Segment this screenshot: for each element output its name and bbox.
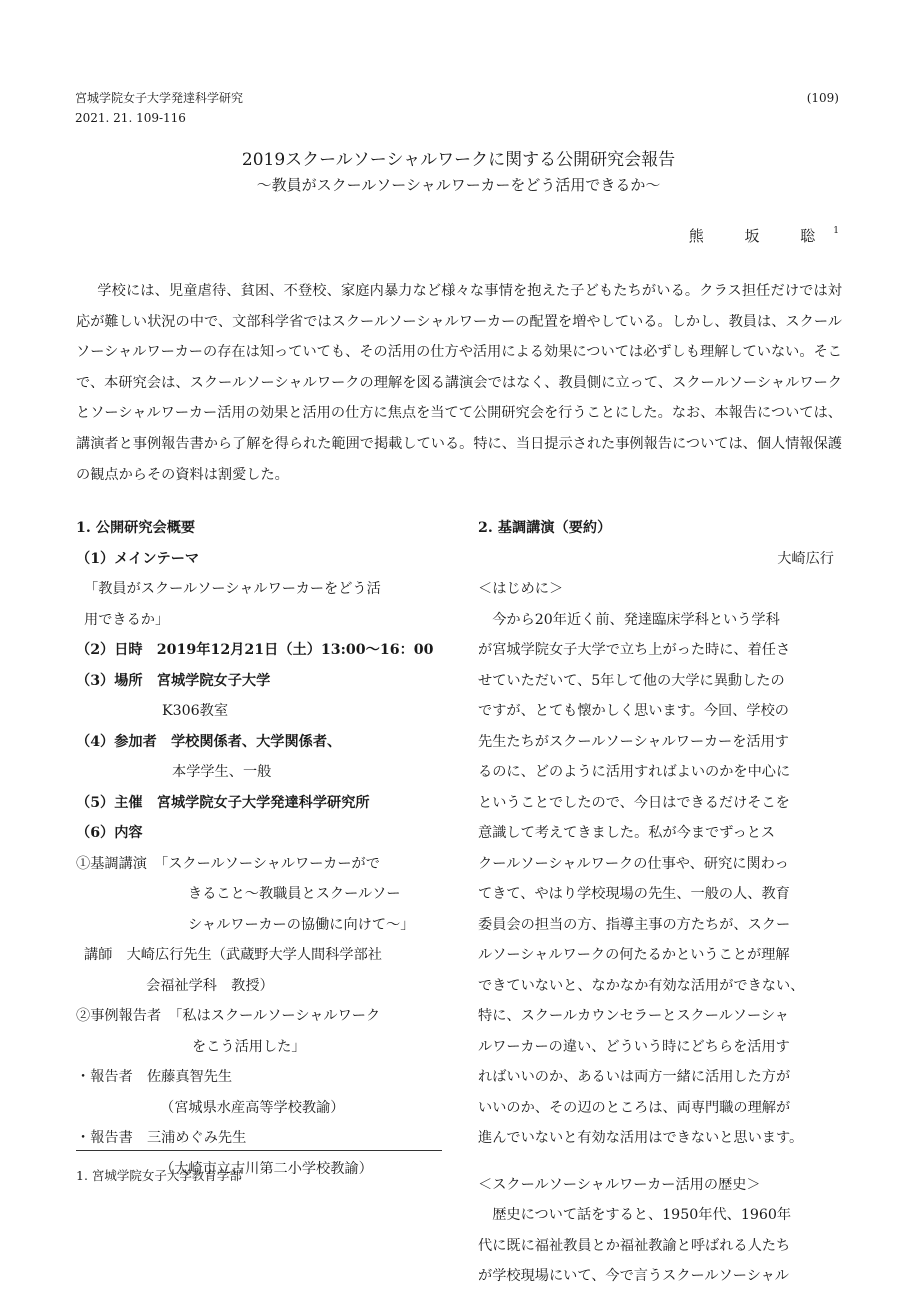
body-line: ルソーシャルワークの何たるかということが理解 [478, 947, 790, 963]
page-number: (109) [806, 91, 839, 105]
content-heading: （6）内容 [76, 825, 143, 841]
body-line: ればいいのか、あるいは両方一緒に活用した方が [478, 1069, 791, 1085]
body-line: ということでしたので、今日はできるだけそこを [478, 794, 790, 811]
left-column [76, 513, 442, 1184]
body-line: できていないと、なかなか有効な活用ができない、 [478, 977, 805, 994]
datetime: （2）日時 2019年12月21日（土）13:00～16：00 [76, 642, 434, 658]
body-line: せていただいて、5年して他の大学に異動したの [478, 672, 785, 689]
keynote-1: ①基調講演 「スクールソーシャルワーカーがで [76, 855, 380, 872]
main-theme-heading: （1）メインテーマ [76, 550, 200, 567]
body-line: 今から20年近く前、発達臨床学科という学科 [478, 611, 780, 628]
body-line: が学校現場にいて、今で言うスクールソーシャル [478, 1268, 789, 1284]
case-report-1: ②事例報告者 「私はスクールソーシャルワーク [76, 1008, 381, 1024]
body-line: クールソーシャルワークの仕事や、研究に関わっ [478, 855, 789, 872]
reporter-1: ・報告者 佐藤真智先生 [76, 1069, 233, 1085]
author-name [689, 225, 839, 246]
reporter-1-affiliation: （宮城県水産高等学校教諭） [160, 1099, 345, 1116]
body-line: 代に既に福祉教員とか福祉教諭と呼ばれる人たち [478, 1237, 791, 1254]
body-line: 意識して考えてきました。私が今までずっとス [478, 825, 776, 841]
keynote-3: シャルワーカーの協働に向けて～」 [188, 916, 415, 933]
body-line: ですが、とても懐かしく思います。今回、学校の [478, 703, 789, 719]
abstract: 学校には、児童虐待、貧困、不登校、家庭内暴力など様々な事情を抱えた子どもたちがいる。クラス担任だけでは対応が難しい状況の中で、文部科学省ではスクールソーシャルワーカーの配置を増やしている。しかし、教員は、スクールソーシャルワーカーの存在は知っていても、その活用の仕方や活用による効果については必ずしも理解していない。そこで、本研究会は、スクールソーシャルワークの理解を図る講演会ではなく、教員側に立って、スクールソーシャルワークとソーシャルワーカー活用の効果と活用の仕方に焦点を当てて公開研究会を行うことにした。なお、本報告については、講演者と事例報告書から了解を得られた範囲で掲載している。特に、当日提示された事例報告については、個人情報保護の観点からその資料は割愛した。 [76, 283, 842, 483]
lecturer-1: 講師 大崎広行先生（武蔵野大学人間科学部社 [84, 947, 382, 963]
right-column [478, 513, 844, 1292]
participants-1: （4）参加者 学校関係者、大学関係者、 [76, 733, 342, 750]
author-text: 熊 坂 聡 [688, 227, 834, 245]
journal-name: 宮城学院女子大学発達科学研究 [75, 91, 244, 105]
main-theme-text-1: 「教員がスクールソーシャルワーカーをどう活 [84, 581, 381, 597]
main-theme-text-2: 用できるか」 [84, 611, 170, 628]
reporter-2: ・報告書 三浦めぐみ先生 [76, 1130, 247, 1146]
body-line: るのに、どのように活用すればよいのかを中心に [478, 764, 791, 780]
section-heading-1: 1. 公開研究会概要 [76, 520, 196, 536]
place-2: K306教室 [162, 703, 229, 719]
body-line: てきて、やはり学校現場の先生、一般の人、教育 [478, 886, 790, 902]
case-report-2: をこう活用した」 [192, 1038, 306, 1055]
body-line: ルワーカーの違い、どういう時にどちらを活用す [478, 1038, 790, 1055]
intro-body [478, 605, 844, 1154]
history-body [478, 1200, 844, 1292]
body-line: 先生たちがスクールソーシャルワーカーを活用す [478, 733, 789, 750]
body-line: いいのか、その辺のところは、両専門職の理解が [478, 1099, 791, 1116]
participants-2: 本学学生、一般 [172, 764, 272, 780]
paper-subtitle: ～教員がスクールソーシャルワーカーをどう活用できるか～ [256, 176, 661, 194]
section-heading-2: 2. 基調講演（要約） [478, 520, 612, 536]
speaker-name: 大崎広行 [777, 550, 834, 567]
lecturer-2: 会福祉学科 教授） [146, 977, 274, 994]
running-header [75, 88, 243, 128]
footnote-divider [76, 1150, 442, 1151]
body-line: が宮城学院女子大学で立ち上がった時に、着任さ [478, 642, 791, 658]
paper-title: 2019スクールソーシャルワークに関する公開研究会報告 [241, 150, 676, 170]
keynote-2: きること～教職員とスクールソー [188, 886, 401, 902]
spacer [478, 1154, 844, 1170]
place-1: （3）場所 宮城学院女子大学 [76, 672, 271, 689]
history-heading: ＜スクールソーシャルワーカー活用の歴史＞ [478, 1176, 761, 1193]
body-line: 進んでいないと有効な活用はできないと思います。 [478, 1130, 804, 1146]
footnote: 1. 宮城学院女子大学教育学部 [76, 1168, 242, 1183]
intro-heading: ＜はじめに＞ [478, 581, 564, 597]
organizer: （5）主催 宮城学院女子大学発達科学研究所 [76, 794, 370, 811]
body-line: 委員会の担当の方、指導主事の方たちが、スクー [478, 916, 791, 933]
body-line: 歴史について話をすると、1950年代、1960年 [478, 1207, 792, 1223]
reporter-2-affiliation: （大崎市立古川第二小学校教諭） [160, 1160, 373, 1177]
author-footnote-marker: 1 [833, 226, 839, 236]
body-line: 特に、スクールカウンセラーとスクールソーシャ [478, 1008, 789, 1024]
citation: 2021. 21. 109-116 [75, 111, 186, 125]
